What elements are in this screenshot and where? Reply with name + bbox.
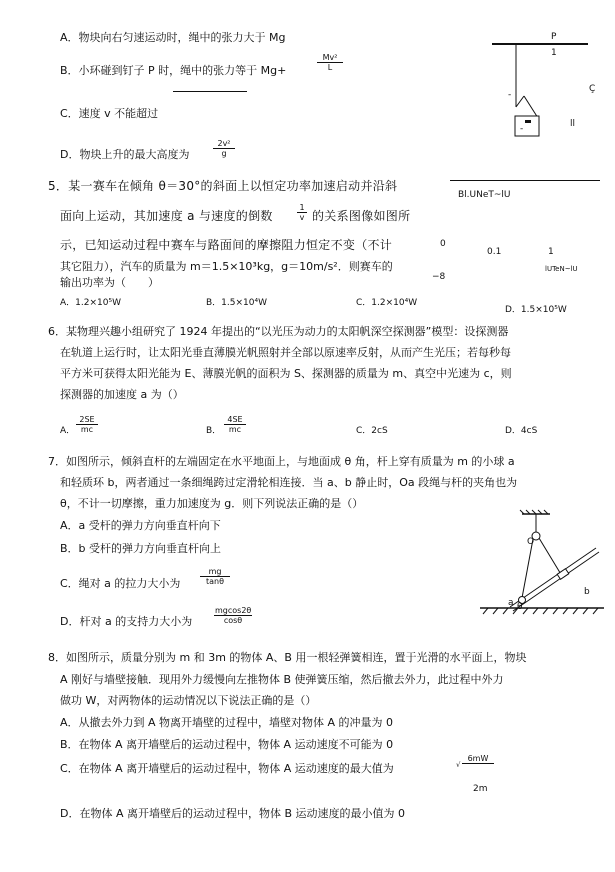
ring-block-figure <box>480 30 600 150</box>
q8-option-c: C．在物体 A 离开墙壁后的运动过程中，物体 A 运动速度的最大值为 <box>60 762 394 775</box>
q7-line-1: 7．如图所示，倾斜直杆的左端固定在水平地面上，与地面成 θ 角，杆上穿有质量为 m 的小球 a <box>48 455 515 468</box>
q4-option-d: D．物块上升的最大高度为 <box>60 148 190 161</box>
q7-option-c-fraction: $\frac{mg}{\tan\theta}$ <box>200 567 230 586</box>
sqrt-symbol: √ <box>456 761 461 769</box>
q4-option-d-fraction: $\frac{\text{2v²}}{g}$ <box>213 139 235 158</box>
rope-right <box>524 96 538 118</box>
q7-option-d-fraction: $\frac{mgcos2\theta}{\cos\theta}$ <box>215 606 252 625</box>
fig7-label-o: O <box>527 537 535 547</box>
q5-inverse-velocity-fraction: $\frac{1}{v}$ <box>297 203 307 222</box>
block <box>515 116 539 136</box>
fig1-label-ll: ll <box>570 119 576 129</box>
rope-ob <box>539 538 562 576</box>
q7-option-d: D．杆对 a 的支持力大小为 <box>60 615 193 628</box>
q6-option-b: B． <box>206 426 222 436</box>
q5-line-5: 输出功率为（ ） <box>60 276 159 289</box>
graph-tick-0-1: 0.1 <box>487 247 502 257</box>
q5-line-2a: 面向上运动，其加速度 a 与速度的倒数 <box>60 209 273 223</box>
graph-neg-label: −8 <box>432 272 446 282</box>
q7-option-b: B．b 受杆的弹力方向垂直杆向上 <box>60 542 222 555</box>
q8-option-b: B．在物体 A 离开墙壁后的运动过程中，物体 A 运动速度不可能为 0 <box>60 738 394 751</box>
fig1-label-1: 1 <box>551 48 557 58</box>
q8-line-2: A 刚好与墙壁接触．现用外力缓慢向左推物体 B 使弹簧压缩，然后撤去外力，此过程中外力 <box>60 673 504 686</box>
q8-line-3: 做功 W，对两物体的运动情况以下说法正确的是（） <box>60 694 317 707</box>
q4-option-b-fraction: $\frac{\text{Mv²}}{L}$ <box>317 53 343 72</box>
q6-option-c: C．2cS <box>356 426 388 436</box>
q8-option-c-denominator: 2m <box>473 784 488 794</box>
graph-x-axis-label: lUTeN~lU <box>545 265 578 273</box>
fig1-dash-1: - <box>508 90 512 100</box>
q5-line-2b: 的关系图像如图所 <box>312 209 411 223</box>
q7-option-a: A．a 受杆的弹力方向垂直杆向下 <box>60 519 221 532</box>
q5-line-3: 示，已知运动过程中赛车与路面间的摩擦阻力恒定不变（不计 <box>60 238 393 252</box>
q4-option-c: C．速度 v 不能超过 <box>60 107 159 120</box>
q6-option-d: D．4cS <box>505 426 538 436</box>
rod-edge-2 <box>513 552 599 611</box>
fig1-label-c: Ç <box>589 84 596 94</box>
q5-option-c: C．1.2×10⁴W <box>356 298 418 308</box>
graph-origin-label: 0 <box>440 239 446 249</box>
q8-option-d: D．在物体 A 离开墙壁后的运动过程中，物体 B 运动速度的最小值为 0 <box>60 807 406 820</box>
q6-line-3: 平方米可获得太阳光能为 E、薄膜光帆的面积为 S、探测器的质量为 m、真空中光速为 c，则 <box>60 367 512 380</box>
graph-tick-1: 1 <box>548 247 554 257</box>
q8-line-1: 8．如图所示，质量分别为 m 和 3m 的物体 A、B 用一根轻弹簧相连，置于光滑的水平面上，物块 <box>48 651 527 664</box>
q5-line-1: 5．某一赛车在倾角 θ＝30°的斜面上以恒定功率加速启动并沿斜 <box>48 179 398 193</box>
fig1-nail-label: P <box>551 32 557 42</box>
q6-option-b-fraction: $\frac{4SE}{mc}$ <box>224 415 246 434</box>
fig7-label-theta: θ <box>517 602 523 612</box>
q6-line-4: 探测器的加速度 a 为（） <box>60 388 184 401</box>
q5-option-a: A．1.2×10⁵W <box>60 298 121 308</box>
q7-line-3: θ，不计一切摩擦，重力加速度为 g．则下列说法正确的是（） <box>60 497 364 510</box>
answer-blank-line <box>173 91 247 92</box>
q5-option-b: B．1.5×10⁴W <box>206 298 267 308</box>
fig7-label-b: b <box>584 587 590 597</box>
incline-rod-figure <box>478 510 608 620</box>
q6-line-2: 在轨道上运行时，让太阳光垂直薄膜光帆照射并全部以原速率反射，从而产生光压；若每秒每 <box>60 346 511 359</box>
fig1-dash-2: - <box>520 124 524 134</box>
rope-left <box>516 96 524 107</box>
q5-option-d: D．1.5×10⁵W <box>505 305 567 315</box>
q4-option-a: A．物块向右匀速运动时，绳中的张力大于 Mg <box>60 31 286 44</box>
q7-line-2: 和轻质环 b，两者通过一条细绳跨过定滑轮相连接．当 a、b 静止时，Oa 段绳与杆的夹角也为 <box>60 476 518 489</box>
q4-option-b: B．小环碰到钉子 P 时，绳中的张力等于 Mg+ <box>60 64 287 77</box>
graph-y-axis-label: Bl.UNeT~lU <box>458 190 511 200</box>
q8-option-c-fraction: 6mW <box>462 754 494 764</box>
graph-top-rule <box>450 180 600 181</box>
block-mark <box>525 120 531 123</box>
q5-line-4: 其它阻力），汽车的质量为 m＝1.5×10³kg，g＝10m/s²．则赛车的 <box>60 260 393 273</box>
q6-line-1: 6．某物理兴趣小组研究了 1924 年提出的“以光压为动力的太阳帆深空探测器”模型：设探测器 <box>48 325 509 338</box>
q7-option-c: C．绳对 a 的拉力大小为 <box>60 577 181 590</box>
q6-option-a: A． <box>60 426 76 436</box>
fig7-label-a: a <box>508 598 514 608</box>
q8-option-a: A．从撤去外力到 A 物离开墙壁的过程中，墙壁对物体 A 的冲量为 0 <box>60 716 394 729</box>
q6-option-a-fraction: $\frac{2SE}{mc}$ <box>76 415 98 434</box>
